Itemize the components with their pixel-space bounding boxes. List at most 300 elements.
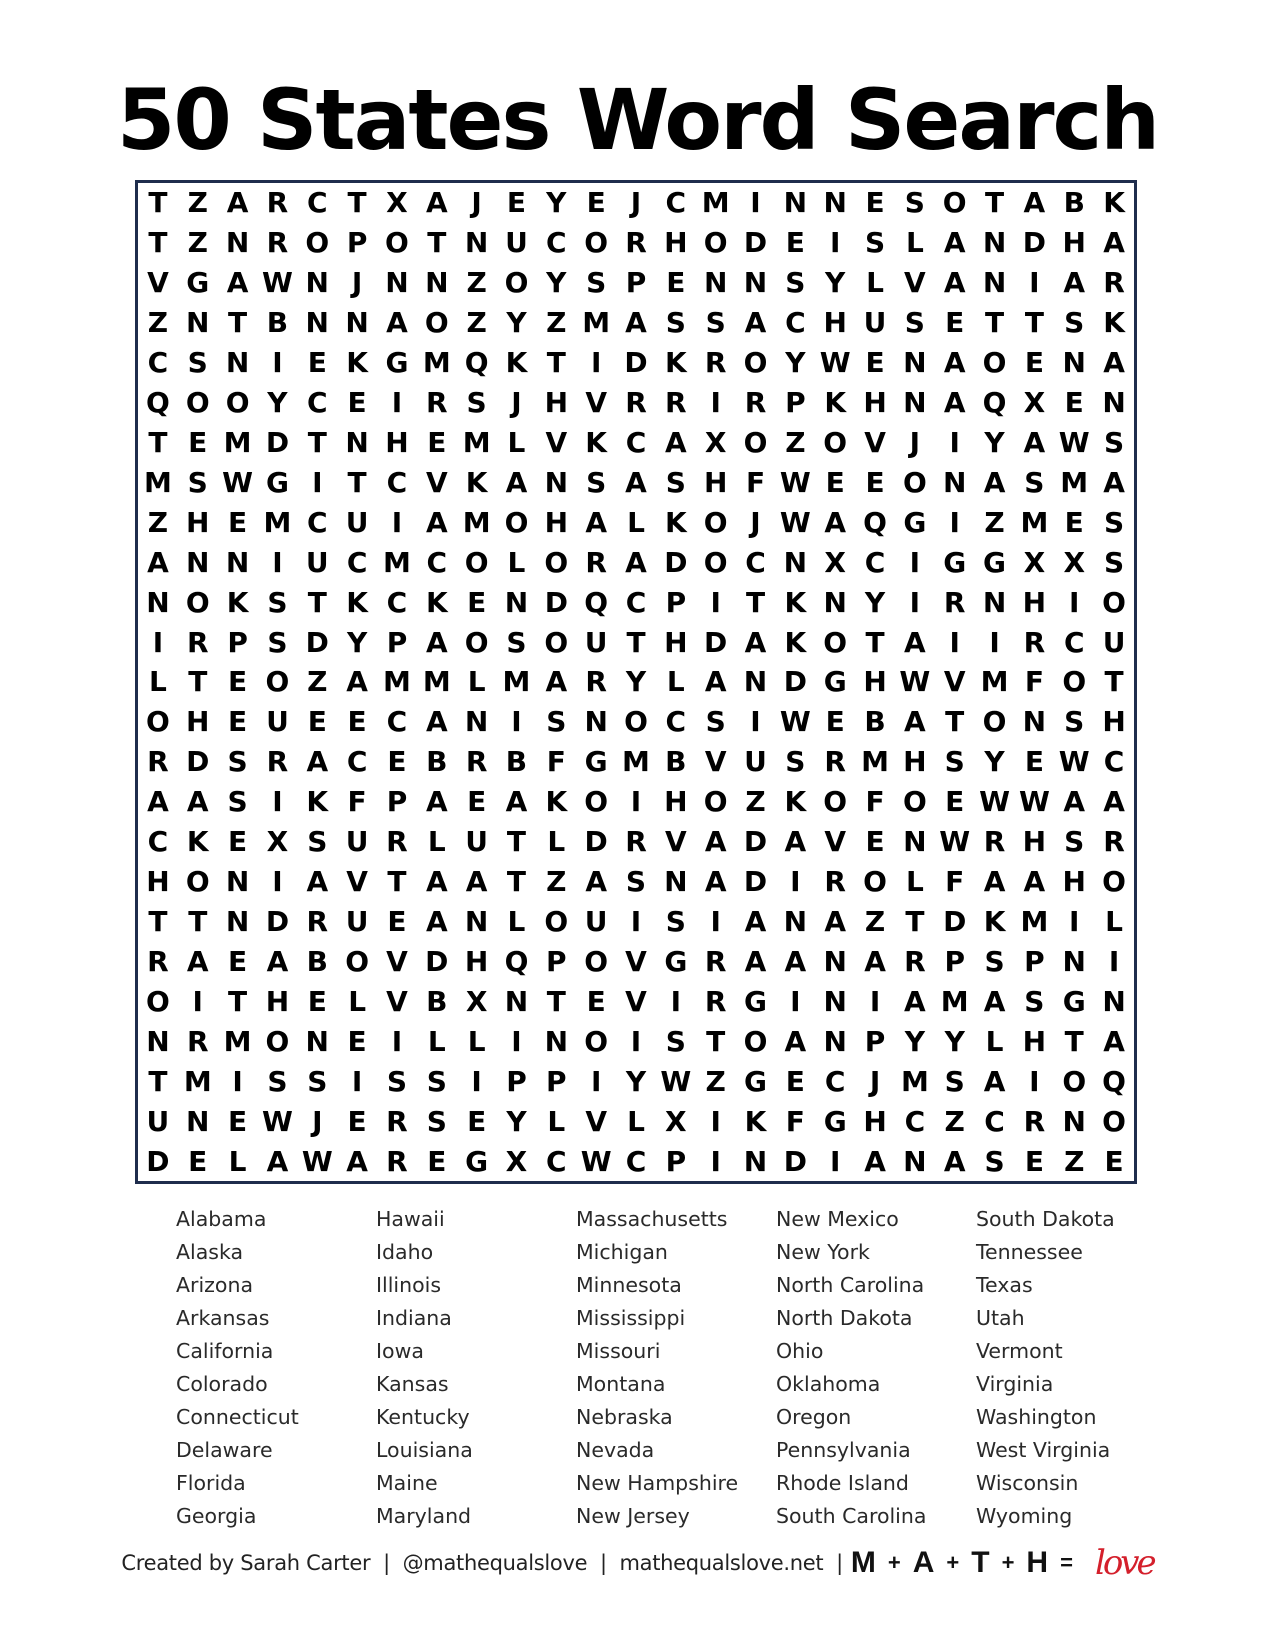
grid-cell: N xyxy=(1102,984,1126,1018)
grid-cell: J xyxy=(630,186,642,220)
grid-cell: C xyxy=(147,346,169,380)
grid-cell: I xyxy=(511,705,522,739)
grid-cell: D xyxy=(305,625,329,659)
grid-cell: N xyxy=(544,465,569,499)
grid-cell: T xyxy=(1104,665,1124,699)
word-list-item: Louisiana xyxy=(376,1438,473,1462)
grid-cell: M xyxy=(582,306,611,340)
grid-cell: T xyxy=(148,226,168,260)
grid-cell: N xyxy=(1102,386,1126,420)
word-list xyxy=(176,1203,1176,1533)
grid-cell: R xyxy=(266,226,289,260)
grid-cell: E xyxy=(785,1064,805,1098)
grid-cell: D xyxy=(544,585,568,619)
grid-cell: P xyxy=(386,785,408,819)
grid-cell: O xyxy=(185,865,210,899)
grid-cell: C xyxy=(306,386,328,420)
grid-cell: S xyxy=(944,1064,965,1098)
word-list-item: Iowa xyxy=(376,1339,424,1363)
grid-cell: N xyxy=(903,825,927,859)
grid-cell: N xyxy=(504,585,529,619)
grid-cell: L xyxy=(627,1104,645,1138)
word-list-item: Rhode Island xyxy=(776,1471,909,1495)
grid-cell: E xyxy=(307,705,327,739)
grid-cell: I xyxy=(272,865,283,899)
grid-cell: X xyxy=(465,984,488,1018)
grid-cell: W xyxy=(261,266,293,300)
grid-cell: I xyxy=(272,346,283,380)
grid-cell: T xyxy=(148,425,168,459)
grid-cell: I xyxy=(670,984,682,1018)
grid-cell: S xyxy=(386,1064,408,1098)
grid-cell: A xyxy=(226,186,249,220)
grid-cell: K xyxy=(346,346,368,380)
word-list-item: Oklahoma xyxy=(776,1372,881,1396)
grid-cell: N xyxy=(783,545,808,579)
grid-cell: E xyxy=(785,226,805,260)
grid-cell: O xyxy=(942,186,967,220)
grid-cell: A xyxy=(625,545,647,579)
grid-cell: R xyxy=(824,745,846,779)
grid-cell: O xyxy=(823,425,848,459)
grid-cell: A xyxy=(864,944,886,978)
grid-cell: O xyxy=(385,226,409,260)
grid-cell: F xyxy=(945,865,965,899)
grid-cell: A xyxy=(1023,425,1046,459)
word-list-item: South Dakota xyxy=(976,1207,1115,1231)
grid-cell: A xyxy=(744,905,767,938)
love-script: love xyxy=(1094,1543,1154,1583)
grid-cell: N xyxy=(982,226,1007,260)
grid-cell: E xyxy=(188,425,208,459)
word-list-item: Alaska xyxy=(176,1240,244,1264)
grid-cell: I xyxy=(511,1024,522,1058)
grid-cell: T xyxy=(228,984,248,1018)
grid-cell: Y xyxy=(904,1024,926,1058)
word-list-item: Ohio xyxy=(776,1339,824,1363)
grid-cell: Y xyxy=(984,425,1005,459)
grid-cell: R xyxy=(983,825,1006,859)
grid-cell: Y xyxy=(267,386,288,420)
grid-cell: S xyxy=(1064,825,1085,859)
grid-cell: T xyxy=(984,186,1005,220)
grid-cell: V xyxy=(585,1104,607,1138)
word-list-item: North Carolina xyxy=(776,1273,925,1297)
grid-cell: V xyxy=(904,266,926,300)
grid-cell: B xyxy=(426,984,448,1018)
grid-cell: V xyxy=(545,425,568,459)
grid-cell: E xyxy=(467,1104,487,1138)
grid-cell: S xyxy=(625,865,647,899)
grid-cell: H xyxy=(863,1104,887,1138)
grid-cell: N xyxy=(544,1024,569,1058)
grid-cell: A xyxy=(983,1064,1006,1098)
grid-cell: I xyxy=(630,905,642,938)
grid-cell: Y xyxy=(506,1104,527,1138)
grid-cell: O xyxy=(424,306,449,340)
grid-cell: U xyxy=(305,545,329,579)
grid-cell: R xyxy=(744,386,767,420)
grid-cell: H xyxy=(544,386,569,420)
grid-cell: L xyxy=(905,865,924,899)
grid-cell: T xyxy=(307,425,327,459)
grid-cell: C xyxy=(785,306,806,340)
grid-cell: N xyxy=(823,1024,847,1058)
word-list-item: Nevada xyxy=(576,1438,655,1462)
grid-cell: A xyxy=(1103,785,1125,819)
grid-cell: S xyxy=(705,705,726,739)
word-list-item: Washington xyxy=(976,1405,1097,1429)
grid-cell: H xyxy=(1022,585,1047,619)
grid-cell: Y xyxy=(546,186,567,220)
grid-cell: F xyxy=(347,785,367,819)
grid-cell: T xyxy=(427,226,447,260)
grid-cell: C xyxy=(625,425,647,459)
grid-cell: O xyxy=(265,665,290,699)
grid-cell: I xyxy=(949,425,960,459)
word-list-item: Virginia xyxy=(976,1372,1054,1396)
grid-cell: I xyxy=(1069,585,1080,619)
word-list-item: Nebraska xyxy=(576,1405,673,1429)
grid-cell: G xyxy=(983,545,1007,579)
grid-cell: E xyxy=(387,905,407,938)
grid-cell: U xyxy=(584,905,608,938)
grid-cell: T xyxy=(387,865,407,899)
grid-cell: R xyxy=(186,1024,209,1058)
grid-cell: S xyxy=(904,306,925,340)
grid-cell: W xyxy=(1058,425,1090,459)
grid-cell: O xyxy=(345,944,370,978)
grid-cell: L xyxy=(427,1024,446,1058)
grid-cell: Z xyxy=(1064,1144,1085,1178)
grid-cell: Z xyxy=(466,266,487,300)
word-list-item: Arizona xyxy=(176,1273,254,1297)
grid-cell: A xyxy=(425,625,448,659)
grid-cell: Z xyxy=(984,505,1005,539)
grid-cell: S xyxy=(705,306,726,340)
grid-cell: A xyxy=(704,665,727,699)
word-list-item: Missouri xyxy=(576,1339,661,1363)
grid-cell: N xyxy=(743,1144,768,1178)
grid-cell: Z xyxy=(944,1104,965,1138)
grid-cell: O xyxy=(703,545,728,579)
grid-cell: G xyxy=(584,745,608,779)
grid-cell: N xyxy=(305,266,329,300)
grid-cell: N xyxy=(425,266,449,300)
grid-cell: R xyxy=(1023,1104,1046,1138)
grid-cell: E xyxy=(1024,745,1044,779)
grid-cell: N xyxy=(1062,944,1086,978)
grid-cell: C xyxy=(665,705,687,739)
grid-cell: E xyxy=(1064,386,1084,420)
grid-cell: H xyxy=(544,505,569,539)
grid-cell: A xyxy=(346,1144,368,1178)
grid-cell: F xyxy=(546,745,566,779)
grid-cell: I xyxy=(869,984,881,1018)
word-list-item: Oregon xyxy=(776,1405,852,1429)
grid-cell: I xyxy=(710,1144,721,1178)
grid-cell: I xyxy=(391,505,403,539)
grid-cell: L xyxy=(228,1144,247,1178)
grid-cell: Q xyxy=(464,346,489,380)
grid-cell: N xyxy=(703,266,728,300)
logo-plus: + xyxy=(946,1550,960,1575)
grid-cell: D xyxy=(783,665,807,699)
grid-cell: A xyxy=(904,705,926,739)
grid-cell: M xyxy=(383,545,411,579)
grid-cell: P xyxy=(665,1144,687,1178)
grid-cell: T xyxy=(188,665,208,699)
grid-cell: A xyxy=(386,306,408,340)
grid-cell: Y xyxy=(346,625,368,659)
grid-cell: A xyxy=(664,425,687,459)
grid-cell: Z xyxy=(187,226,208,260)
word-list-item: North Dakota xyxy=(776,1306,913,1330)
grid-cell: X xyxy=(1023,545,1046,579)
grid-cell: C xyxy=(346,545,368,579)
grid-cell: I xyxy=(1069,905,1080,938)
grid-cell: N xyxy=(823,984,847,1018)
grid-cell: O xyxy=(902,785,927,819)
grid-cell: E xyxy=(228,1104,248,1138)
grid-cell: A xyxy=(904,625,926,659)
grid-cell: N xyxy=(225,865,250,899)
grid-cell: S xyxy=(944,745,965,779)
grid-cell: N xyxy=(783,186,808,220)
grid-cell: R xyxy=(147,944,169,978)
grid-cell: V xyxy=(386,984,408,1018)
grid-cell: T xyxy=(745,585,766,619)
grid-cell: I xyxy=(590,346,602,380)
grid-cell: O xyxy=(584,944,609,978)
grid-cell: M xyxy=(502,665,531,699)
grid-cell: U xyxy=(345,505,369,539)
grid-cell: K xyxy=(784,585,807,619)
grid-cell: Y xyxy=(625,1064,647,1098)
grid-cell: S xyxy=(984,1144,1005,1178)
page-title: 50 States Word Search xyxy=(116,71,1159,169)
grid-cell: A xyxy=(425,905,448,938)
grid-cell: I xyxy=(1029,1064,1040,1098)
grid-cell: M xyxy=(462,425,491,459)
grid-cell: B xyxy=(266,306,289,340)
grid-cell: E xyxy=(1064,505,1084,539)
grid-cell: A xyxy=(943,226,966,260)
grid-cell: L xyxy=(866,266,884,300)
grid-cell: A xyxy=(545,665,568,699)
grid-cell: A xyxy=(425,705,448,739)
grid-cell: N xyxy=(982,266,1007,300)
logo-letter-h: H xyxy=(1026,1546,1049,1579)
grid-cell: E xyxy=(347,705,367,739)
grid-cell: R xyxy=(704,984,727,1018)
grid-cell: S xyxy=(426,1104,447,1138)
word-list-item: Kansas xyxy=(376,1372,449,1396)
grid-cell: H xyxy=(863,665,887,699)
grid-cell: H xyxy=(464,944,489,978)
grid-cell: W xyxy=(1018,785,1050,819)
grid-cell: K xyxy=(585,425,607,459)
grid-cell: C xyxy=(864,545,886,579)
grid-cell: A xyxy=(824,505,847,539)
grid-cell: C xyxy=(546,226,567,260)
grid-cell: D xyxy=(624,346,648,380)
grid-cell: E xyxy=(506,186,527,220)
grid-cell: V xyxy=(585,386,607,420)
grid-cell: A xyxy=(585,505,607,539)
grid-cell: S xyxy=(1064,306,1085,340)
grid-cell: M xyxy=(900,1064,929,1098)
grid-cell: K xyxy=(465,465,488,499)
grid-cell: C xyxy=(346,745,368,779)
grid-cell: B xyxy=(864,705,886,739)
grid-cell: T xyxy=(148,905,168,938)
grid-cell: O xyxy=(464,545,489,579)
grid-cell: R xyxy=(943,585,966,619)
grid-cell: Z xyxy=(745,785,766,819)
grid-cell: R xyxy=(266,745,289,779)
grid-cell: C xyxy=(625,585,647,619)
grid-cell: O xyxy=(185,585,210,619)
grid-cell: R xyxy=(704,346,727,380)
grid-cell: L xyxy=(507,425,526,459)
grid-cell: J xyxy=(869,1064,881,1098)
grid-cell: K xyxy=(425,585,448,619)
grid-cell: K xyxy=(545,785,568,819)
grid-cell: P xyxy=(665,585,687,619)
grid-cell: L xyxy=(985,1024,1004,1058)
grid-cell: C xyxy=(1063,625,1085,659)
grid-cell: U xyxy=(266,705,289,739)
grid-cell: N xyxy=(146,1024,170,1058)
grid-cell: H xyxy=(186,505,210,539)
word-list-item: Wisconsin xyxy=(976,1471,1079,1495)
grid-cell: S xyxy=(506,625,527,659)
grid-cell: A xyxy=(1063,266,1086,300)
grid-cell: O xyxy=(863,865,887,899)
grid-cell: M xyxy=(263,505,292,539)
grid-cell: S xyxy=(984,944,1005,978)
grid-cell: A xyxy=(943,346,966,380)
grid-cell: E xyxy=(228,705,248,739)
grid-cell: S xyxy=(864,226,886,260)
grid-cell: M xyxy=(462,505,491,539)
grid-cell: A xyxy=(943,386,966,420)
grid-cell: I xyxy=(232,1064,243,1098)
grid-cell: P xyxy=(346,226,368,260)
grid-cell: N xyxy=(903,346,927,380)
grid-cell: R xyxy=(665,386,687,420)
word-list-item: Michigan xyxy=(576,1240,668,1264)
grid-cell: N xyxy=(504,984,529,1018)
grid-cell: A xyxy=(425,505,448,539)
grid-cell: G xyxy=(903,505,927,539)
grid-cell: I xyxy=(192,984,203,1018)
grid-cell: A xyxy=(186,785,209,819)
grid-cell: L xyxy=(467,1024,486,1058)
grid-cell: B xyxy=(505,745,528,779)
grid-cell: X xyxy=(386,186,408,220)
grid-cell: D xyxy=(186,745,210,779)
grid-cell: M xyxy=(223,1024,252,1058)
grid-cell: A xyxy=(904,984,926,1018)
grid-cell: M xyxy=(422,346,451,380)
grid-cell: O xyxy=(624,705,648,739)
grid-cell: E xyxy=(586,984,606,1018)
grid-cell: T xyxy=(945,705,965,739)
grid-cell: P xyxy=(944,944,965,978)
grid-cell: Z xyxy=(546,865,567,899)
grid-cell: G xyxy=(664,944,688,978)
grid-cell: T xyxy=(1024,306,1044,340)
grid-cell: R xyxy=(186,625,209,659)
grid-cell: J xyxy=(909,425,921,459)
grid-cell: E xyxy=(865,346,885,380)
logo-letter-m: M xyxy=(850,1546,876,1579)
grid-cell: R xyxy=(465,745,488,779)
grid-cell: R xyxy=(386,1104,408,1138)
grid-cell: N xyxy=(1022,705,1047,739)
grid-cell: E xyxy=(387,745,407,779)
grid-cell: E xyxy=(666,266,686,300)
grid-cell: I xyxy=(710,585,721,619)
grid-cell: D xyxy=(265,905,290,938)
grid-cell: A xyxy=(744,944,767,978)
grid-cell: H xyxy=(1062,226,1086,260)
grid-cell: O xyxy=(185,386,210,420)
grid-cell: V xyxy=(386,944,408,978)
grid-cell: L xyxy=(348,984,367,1018)
grid-cell: U xyxy=(584,625,608,659)
word-list-item: Hawaii xyxy=(376,1207,445,1231)
grid-cell: A xyxy=(505,785,528,819)
grid-cell: T xyxy=(506,825,527,859)
grid-cell: B xyxy=(426,745,448,779)
grid-cell: O xyxy=(584,1024,609,1058)
grid-cell: R xyxy=(585,665,607,699)
grid-cell: D xyxy=(265,425,290,459)
grid-cell: G xyxy=(385,346,409,380)
grid-cell: O xyxy=(504,266,529,300)
grid-cell: P xyxy=(546,1064,567,1098)
grid-cell: H xyxy=(1022,1024,1047,1058)
grid-cell: A xyxy=(704,825,727,859)
grid-cell: A xyxy=(147,545,169,579)
grid-cell: C xyxy=(386,585,408,619)
grid-cell: I xyxy=(152,625,164,659)
grid-cell: S xyxy=(227,785,248,819)
word-list-item: Wyoming xyxy=(976,1504,1073,1528)
grid-cell: Z xyxy=(864,905,886,938)
grid-cell: I xyxy=(829,226,841,260)
grid-cell: S xyxy=(665,465,686,499)
grid-cell: U xyxy=(345,825,369,859)
grid-cell: J xyxy=(312,1104,323,1138)
grid-cell: R xyxy=(625,386,647,420)
grid-cell: N xyxy=(345,306,369,340)
grid-cell: P xyxy=(506,1064,527,1098)
grid-cell: E xyxy=(467,585,487,619)
grid-cell: Y xyxy=(506,306,527,340)
grid-cell: N xyxy=(982,585,1007,619)
grid-cell: S xyxy=(267,1064,288,1098)
grid-cell: S xyxy=(267,625,288,659)
grid-cell: E xyxy=(347,1104,367,1138)
grid-cell: V xyxy=(346,865,368,899)
grid-cell: S xyxy=(665,905,686,938)
grid-cell: C xyxy=(306,186,328,220)
grid-cell: L xyxy=(666,665,685,699)
